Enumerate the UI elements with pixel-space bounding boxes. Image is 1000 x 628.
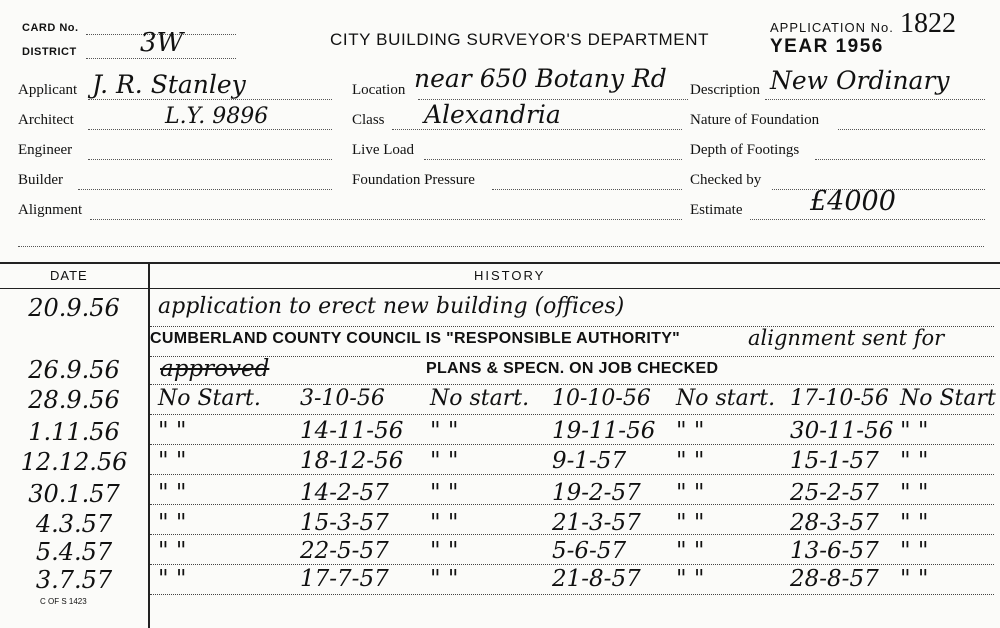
nature-label: Nature of Foundation bbox=[690, 112, 820, 128]
builder-label: Builder bbox=[18, 172, 63, 188]
history-cell: " " bbox=[430, 510, 459, 536]
history-cell: 14-11-56 bbox=[300, 418, 404, 444]
blank-line bbox=[18, 246, 984, 247]
history-cell: " " bbox=[158, 510, 187, 536]
history-cell: " " bbox=[900, 480, 929, 506]
class-line bbox=[392, 129, 682, 130]
history-cell: No start. bbox=[430, 386, 530, 411]
history-cell: 13-6-57 bbox=[790, 538, 879, 564]
description-label: Description bbox=[690, 82, 760, 98]
date-cell: 5.4.57 bbox=[35, 538, 113, 566]
history-cell: 5-6-57 bbox=[552, 538, 627, 564]
application-number: 1822 bbox=[900, 8, 956, 39]
applicant-value: J. R. Stanley bbox=[92, 70, 246, 99]
history-cell: 30-11-56 bbox=[790, 418, 894, 444]
class-label: Class bbox=[352, 112, 385, 128]
history-cell: 17-10-56 bbox=[790, 386, 889, 411]
date-cell: 4.3.57 bbox=[35, 510, 113, 538]
form-code: C OF S 1423 bbox=[40, 597, 87, 606]
estimate-line bbox=[750, 219, 985, 220]
alignment-label: Alignment bbox=[18, 202, 83, 218]
history-cell: 19-11-56 bbox=[552, 418, 656, 444]
foundation-pressure-label: Foundation Pressure bbox=[352, 172, 475, 188]
history-header: HISTORY bbox=[474, 268, 546, 283]
applicant-line bbox=[88, 99, 332, 100]
alignment-line bbox=[90, 219, 682, 220]
row-rule bbox=[150, 356, 994, 357]
history-cell: 18-12-56 bbox=[300, 448, 404, 474]
live-load-label: Live Load bbox=[352, 142, 415, 158]
live-load-line bbox=[424, 159, 682, 160]
checked-by-label: Checked by bbox=[690, 172, 762, 188]
history-cell: " " bbox=[676, 448, 705, 474]
history-cell: 28-3-57 bbox=[790, 510, 879, 536]
date-cell: 12.12.56 bbox=[20, 448, 128, 476]
plans-checked-stamp: PLANS & SPECN. ON JOB CHECKED bbox=[426, 360, 719, 377]
table-divider bbox=[148, 262, 150, 628]
foundation-pressure-line bbox=[492, 189, 682, 190]
description-line bbox=[765, 99, 985, 100]
history-cell: No Start. bbox=[158, 386, 261, 411]
history-cell: 9-1-57 bbox=[552, 448, 627, 474]
history-cell: 22-5-57 bbox=[300, 538, 389, 564]
depth-label: Depth of Footings bbox=[690, 142, 800, 158]
history-cell: " " bbox=[430, 566, 459, 592]
date-cell: 3.7.57 bbox=[35, 566, 113, 594]
architect-label: Architect bbox=[18, 112, 74, 128]
location-label: Location bbox=[352, 82, 406, 98]
card-no-label: CARD No. bbox=[22, 22, 79, 34]
history-cell: " " bbox=[158, 418, 187, 444]
row-rule bbox=[150, 594, 994, 595]
history-cell: 19-2-57 bbox=[552, 480, 641, 506]
date-header: DATE bbox=[50, 268, 88, 283]
history-cell: 15-1-57 bbox=[790, 448, 879, 474]
date-cell: 26.9.56 bbox=[28, 356, 120, 384]
nature-line bbox=[838, 129, 985, 130]
history-cell: 15-3-57 bbox=[300, 510, 389, 536]
depth-line bbox=[815, 159, 985, 160]
estimate-label: Estimate bbox=[690, 202, 743, 218]
class-value: Alexandria bbox=[424, 100, 561, 129]
row-rule bbox=[150, 384, 994, 385]
history-cell: " " bbox=[900, 418, 929, 444]
authority-stamp: CUMBERLAND COUNTY COUNCIL IS "RESPONSIBLE AUTHORITY" bbox=[150, 330, 681, 347]
history-cell: " " bbox=[676, 566, 705, 592]
date-cell: 30.1.57 bbox=[28, 480, 120, 508]
history-cell: 21-8-57 bbox=[552, 566, 641, 592]
history-cell: 25-2-57 bbox=[790, 480, 879, 506]
date-cell: 1.11.56 bbox=[28, 418, 120, 446]
history-cell: " " bbox=[900, 566, 929, 592]
history-cell: " " bbox=[158, 448, 187, 474]
engineer-label: Engineer bbox=[18, 142, 73, 158]
district-value: 3W bbox=[140, 28, 184, 58]
estimate-value: £4000 bbox=[810, 186, 896, 217]
history-cell: " " bbox=[900, 538, 929, 564]
history-cell: " " bbox=[430, 418, 459, 444]
table-header-rule bbox=[0, 288, 1000, 289]
approved-note: approved bbox=[160, 356, 270, 382]
history-cell: " " bbox=[676, 510, 705, 536]
date-cell: 28.9.56 bbox=[28, 386, 120, 414]
history-cell: " " bbox=[430, 480, 459, 506]
date-cell: 20.9.56 bbox=[28, 294, 120, 322]
row-rule bbox=[150, 444, 994, 445]
history-cell: " " bbox=[676, 538, 705, 564]
district-label: DISTRICT bbox=[22, 46, 77, 58]
history-cell: 28-8-57 bbox=[790, 566, 879, 592]
location-value: near 650 Botany Rd bbox=[414, 64, 667, 93]
history-cell: No Start bbox=[900, 386, 996, 411]
engineer-line bbox=[88, 159, 332, 160]
district-line bbox=[86, 58, 236, 59]
history-cell: 14-2-57 bbox=[300, 480, 389, 506]
alignment-note: alignment sent for bbox=[748, 326, 945, 350]
builder-line bbox=[78, 189, 332, 190]
history-application: application to erect new building (offices) bbox=[158, 294, 625, 319]
history-cell: 21-3-57 bbox=[552, 510, 641, 536]
row-rule bbox=[150, 414, 994, 415]
applicant-label: Applicant bbox=[18, 82, 78, 98]
department-title: CITY BUILDING SURVEYOR'S DEPARTMENT bbox=[330, 30, 710, 49]
architect-value: L.Y. 9896 bbox=[165, 104, 269, 129]
history-cell: 10-10-56 bbox=[552, 386, 651, 411]
history-cell: " " bbox=[900, 448, 929, 474]
history-cell: 3-10-56 bbox=[300, 386, 385, 411]
history-cell: No start. bbox=[676, 386, 776, 411]
history-cell: " " bbox=[158, 480, 187, 506]
architect-line bbox=[88, 129, 332, 130]
description-value: New Ordinary bbox=[770, 66, 950, 95]
history-cell: " " bbox=[430, 538, 459, 564]
row-rule bbox=[150, 474, 994, 475]
row-rule bbox=[150, 564, 994, 565]
year: YEAR 1956 bbox=[770, 36, 884, 57]
history-cell: " " bbox=[430, 448, 459, 474]
history-cell: " " bbox=[676, 418, 705, 444]
application-label: APPLICATION No. bbox=[770, 20, 894, 35]
table-top-rule bbox=[0, 262, 1000, 264]
history-cell: " " bbox=[158, 566, 187, 592]
history-cell: " " bbox=[900, 510, 929, 536]
history-cell: " " bbox=[158, 538, 187, 564]
history-cell: " " bbox=[676, 480, 705, 506]
history-cell: 17-7-57 bbox=[300, 566, 389, 592]
